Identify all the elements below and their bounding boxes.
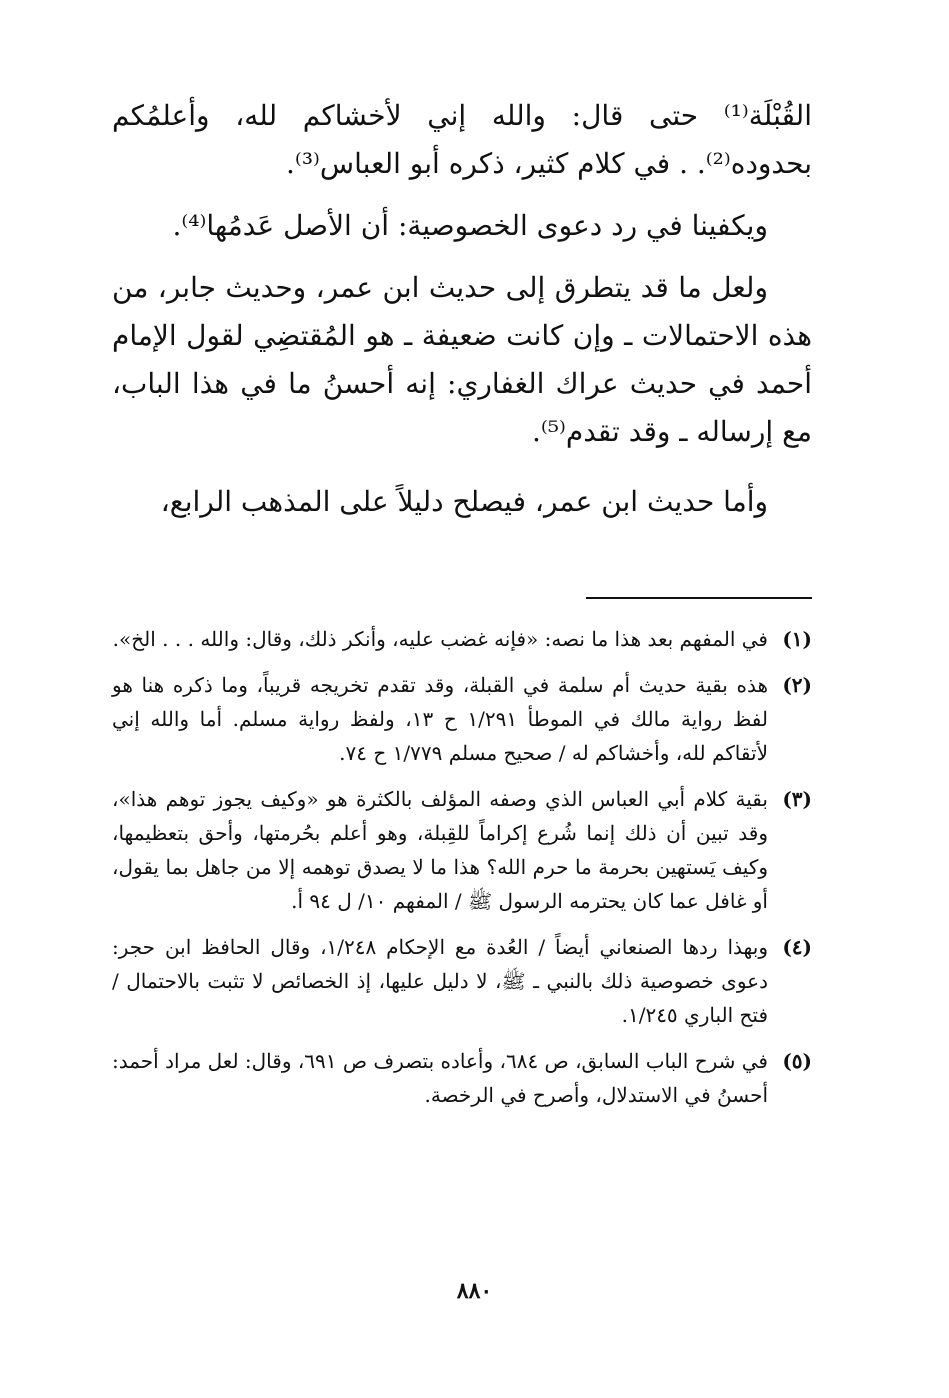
footnote-3 <box>112 782 812 918</box>
footnote-separator <box>586 597 812 599</box>
footnote-text: في شرح الباب السابق، ص ٦٨٤، وأعاده بتصرف ص ٦٩١، وقال: لعل مراد أحمد: أحسنُ في الاستدلال، وأصرح في الرخصة. <box>112 1049 768 1107</box>
footnote-text: بقية كلام أبي العباس الذي وصفه المؤلف بالكثرة هو «وكيف يجوز توهم هذا»، وقد تبين أن ذلك إنما شُرع إكراماً للقِبلة، وهو أعلم بحُرمتها، وأحق بتعظيمها، وكيف يَستهين بحرمة ما حرم الله؟ هذا ما لا يصدق توهمه إلا من جاهل بما يقول، أو غافل عما كان يحترمه الرسول ﷺ / المفهم ١٠/ ل ٩٤ أ. <box>112 787 768 913</box>
footnote-5 <box>112 1044 812 1112</box>
footnote-text: هذه بقية حديث أم سلمة في القبلة، وقد تقدم تخريجه قريباً، وما ذكره هنا هو لفظ رواية مالك في الموطأ ١/٢٩١ ح ١٣، ولفظ رواية مسلم. أما والله إني لأتقاكم لله، وأخشاكم له / صحيح مسلم ١/٧٧٩ ح ٧٤. <box>112 673 768 765</box>
footnote-number: (١) <box>782 627 812 651</box>
footnote-number: (٤) <box>782 935 812 959</box>
footnote-2 <box>112 668 812 770</box>
footnote-4 <box>112 930 812 1032</box>
paragraph-3: ولعل ما قد يتطرق إلى حديث ابن عمر، وحديث جابر، من هذه الاحتمالات ـ وإن كانت ضعيفة ـ هو المُقتضِي لقول الإمام أحمد في حديث عراك الغفاري: إنه أحسنُ ما في هذا الباب، مع إرساله ـ وقد تقدم⁽⁵⁾. <box>112 271 813 448</box>
footnote-1 <box>112 622 812 656</box>
footnotes <box>112 622 812 1122</box>
footnote-number: (٥) <box>782 1049 812 1073</box>
paragraph-1: القُبْلَة⁽¹⁾ حتى قال: والله إني لأخشاكم لله، وأعلمُكم بحدوده⁽²⁾. . في كلام كثير، ذكره أبو العباس⁽³⁾. <box>112 99 812 180</box>
footnote-number: (٣) <box>782 787 812 811</box>
main-text <box>112 92 812 526</box>
paragraph-2: ويكفينا في رد دعوى الخصوصية: أن الأصل عَدمُها⁽⁴⁾. <box>172 209 768 242</box>
page-number: ٨٨٠ <box>456 1278 493 1304</box>
footnote-text: وبهذا ردها الصنعاني أيضاً / العُدة مع الإحكام ١/٢٤٨، وقال الحافظ ابن حجر: دعوى خصوصية ذلك بالنبي ـ ﷺ، لا دليل عليها، إذ الخصائص لا تثبت بالاحتمال / فتح الباري ١/٢٤٥. <box>112 935 768 1027</box>
paragraph-4: وأما حديث ابن عمر، فيصلح دليلاً على المذهب الرابع، <box>160 485 768 518</box>
footnote-text: في المفهم بعد هذا ما نصه: «فإنه غضب عليه، وأنكر ذلك، وقال: والله . . . الخ». <box>112 627 768 651</box>
footnote-number: (٢) <box>782 673 812 697</box>
